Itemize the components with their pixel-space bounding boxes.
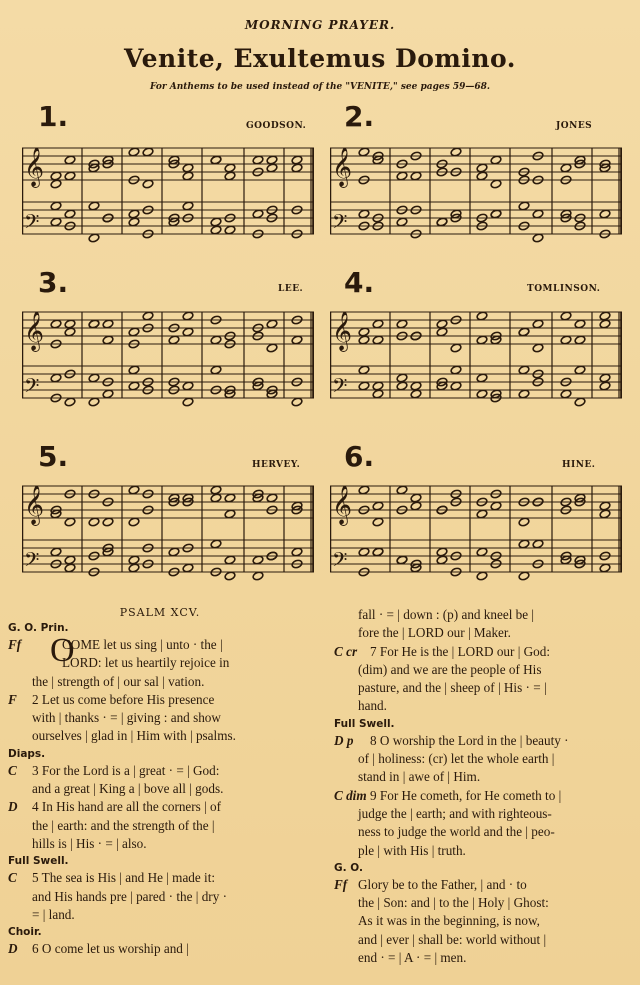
note-head (224, 225, 236, 235)
note-head (358, 327, 370, 337)
note-head (266, 319, 278, 329)
note-head (102, 335, 114, 345)
note-head (518, 389, 530, 399)
note-head (182, 327, 194, 337)
psalm-text-line (334, 750, 626, 768)
note-head (490, 179, 502, 189)
note-head (210, 493, 222, 503)
right-text-column (334, 606, 626, 967)
note-head (102, 517, 114, 527)
note-head (358, 381, 370, 391)
psalm-text-line (8, 888, 300, 906)
note-head (532, 343, 544, 353)
note-head (574, 397, 586, 407)
chant-score-1 (22, 140, 314, 260)
note-head (518, 327, 530, 337)
note-head (102, 319, 114, 329)
note-head (266, 343, 278, 353)
psalm-text-line (334, 643, 626, 661)
psalm-text-line (8, 673, 300, 691)
verse-text: = | land. (32, 906, 75, 922)
drop-cap-o: O (50, 632, 75, 669)
registration-heading: Choir. (8, 926, 42, 939)
note-head (266, 163, 278, 173)
treble-clef-icon: 𝄞 (24, 311, 45, 351)
psalm-text-line (334, 732, 626, 750)
note-head (88, 517, 100, 527)
treble-clef-icon: 𝄞 (332, 147, 353, 187)
verse-text: (dim) and we are the people of His (358, 661, 542, 677)
note-head (358, 335, 370, 345)
psalm-text-line (334, 912, 626, 930)
note-head (224, 171, 236, 181)
psalm-text-line (8, 798, 300, 816)
note-head (210, 539, 222, 549)
verse-text: judge the | earth; and with righteous- (358, 805, 552, 821)
note-head (210, 217, 222, 227)
note-head (291, 155, 303, 165)
verse-text: Glory be to the Father, | and · to (358, 876, 527, 892)
note-head (560, 335, 572, 345)
psalm-text-line (8, 762, 300, 780)
note-head (128, 517, 140, 527)
psalm-text-line (334, 876, 626, 894)
verse-text: fore the | LORD our | Maker. (358, 625, 511, 641)
note-head (88, 373, 100, 383)
dynamic-mark: C (8, 870, 17, 886)
bass-clef-icon: 𝄢 (332, 374, 348, 402)
note-head (210, 365, 222, 375)
note-head (410, 389, 422, 399)
verse-text: hills is | His · = | also. (32, 835, 147, 851)
note-head (168, 547, 180, 557)
note-head (102, 389, 114, 399)
note-head (476, 163, 488, 173)
note-head (224, 555, 236, 565)
verse-text: ple | with His | truth. (358, 842, 466, 858)
dynamic-mark: C (8, 762, 17, 778)
psalm-text-line (334, 679, 626, 697)
note-head (128, 217, 140, 227)
note-head (599, 501, 611, 511)
note-head (358, 485, 370, 495)
note-head (396, 373, 408, 383)
note-head (396, 319, 408, 329)
note-head (224, 571, 236, 581)
verse-text: ourselves | glad in | Him with | psalms. (32, 728, 236, 744)
verse-text: ness to judge the world and the | peo- (358, 824, 555, 840)
note-head (224, 493, 236, 503)
note-head (128, 327, 140, 337)
chant-score-5 (22, 478, 314, 598)
verse-text: 8 O worship the Lord in the | beauty · (370, 732, 569, 748)
chant-composer-6: HINE. (562, 460, 596, 470)
bass-clef-icon: 𝄢 (332, 548, 348, 576)
dynamic-mark: Ff (334, 876, 348, 892)
note-head (518, 201, 530, 211)
chant-score-2 (330, 140, 622, 260)
note-head (450, 365, 462, 375)
note-head (142, 147, 154, 157)
bass-clef-icon: 𝄢 (24, 210, 40, 238)
note-head (476, 373, 488, 383)
note-head (532, 539, 544, 549)
verse-text: 5 The sea is His | and He | made it: (32, 870, 216, 886)
note-head (490, 209, 502, 219)
note-head (476, 171, 488, 181)
note-head (128, 209, 140, 219)
note-head (64, 171, 76, 181)
note-head (64, 327, 76, 337)
verse-text: 4 In His hand are all the corners | of (32, 799, 222, 815)
note-head (574, 319, 586, 329)
note-head (224, 509, 236, 519)
note-head (518, 539, 530, 549)
note-head (599, 509, 611, 519)
note-head (532, 233, 544, 243)
bass-clef-icon: 𝄢 (332, 210, 348, 238)
note-head (50, 217, 62, 227)
verse-text: 7 For He is the | LORD our | God: (370, 643, 551, 659)
verse-text: of | holiness: (cr) let the whole earth | (358, 751, 555, 767)
note-head (476, 311, 488, 321)
page-title: Venite, Exultemus Domino. (124, 44, 516, 73)
note-head (128, 555, 140, 565)
note-head (64, 563, 76, 573)
note-head (476, 509, 488, 519)
note-head (64, 555, 76, 565)
note-head (50, 319, 62, 329)
note-head (291, 335, 303, 345)
note-head (372, 517, 384, 527)
note-head (182, 163, 194, 173)
note-head (128, 147, 140, 157)
psalm-text-line (334, 768, 626, 786)
psalm-text-line (334, 624, 626, 642)
chant-number-1: 1. (38, 100, 69, 133)
psalm-text-line (8, 636, 300, 654)
chant-score-6 (330, 478, 622, 598)
note-head (372, 547, 384, 557)
note-head (396, 171, 408, 181)
note-head (358, 147, 370, 157)
verse-text: with | thanks · = | giving : and show (32, 710, 221, 726)
note-head (128, 485, 140, 495)
note-head (182, 563, 194, 573)
note-head (518, 365, 530, 375)
note-head (252, 209, 264, 219)
note-head (372, 389, 384, 399)
verse-text: the | Son: and | to the | Holy | Ghost: (358, 895, 549, 911)
note-head (436, 319, 448, 329)
psalm-text-line (8, 691, 300, 709)
note-head (88, 397, 100, 407)
registration-heading: Diaps. (8, 747, 46, 760)
psalm-text-line (8, 835, 300, 853)
left-text-column (8, 620, 300, 958)
note-head (88, 233, 100, 243)
note-head (358, 209, 370, 219)
note-head (372, 381, 384, 391)
psalm-text-line (334, 894, 626, 912)
anthem-note: For Anthems to be used instead of the "VENITE," see pages 59—68. (149, 82, 491, 92)
registration-heading: G. O. Prin. (8, 622, 69, 634)
dynamic-mark: D p (334, 732, 354, 748)
note-head (50, 373, 62, 383)
chant-number-2: 2. (344, 100, 375, 133)
note-head (436, 327, 448, 337)
note-head (50, 171, 62, 181)
note-head (88, 319, 100, 329)
note-head (372, 501, 384, 511)
psalm-text-line (334, 949, 626, 967)
note-head (128, 381, 140, 391)
note-head (599, 209, 611, 219)
note-head (50, 547, 62, 557)
note-head (436, 555, 448, 565)
note-head (560, 163, 572, 173)
note-head (64, 209, 76, 219)
psalm-text-line (334, 842, 626, 860)
psalm-text-line (8, 727, 300, 745)
chant-composer-3: LEE. (278, 284, 304, 294)
psalm-text-line (8, 940, 300, 958)
chant-number-3: 3. (38, 266, 69, 299)
note-head (410, 171, 422, 181)
registration-heading: Full Swell. (8, 855, 69, 868)
note-head (490, 155, 502, 165)
note-head (210, 335, 222, 345)
note-head (599, 381, 611, 391)
chant-composer-4: TOMLINSON. (527, 284, 601, 294)
psalm-text-line (334, 697, 626, 715)
note-head (450, 147, 462, 157)
verse-text: the | earth: and the strength of the | (32, 817, 215, 833)
note-head (410, 493, 422, 503)
note-head (128, 365, 140, 375)
note-head (532, 209, 544, 219)
verse-text: pasture, and the | sheep of | His · = | (358, 680, 547, 696)
note-head (266, 155, 278, 165)
treble-clef-icon: 𝄞 (24, 485, 45, 525)
note-head (599, 563, 611, 573)
note-head (396, 381, 408, 391)
dynamic-mark: D (8, 799, 18, 815)
note-head (574, 335, 586, 345)
note-head (436, 547, 448, 557)
dynamic-mark: C dim (334, 787, 367, 803)
chant-number-6: 6. (344, 440, 375, 473)
note-head (50, 201, 62, 211)
note-head (210, 155, 222, 165)
note-head (252, 571, 264, 581)
verse-text: COME let us sing | unto · the | (62, 637, 223, 652)
note-head (88, 201, 100, 211)
note-head (210, 485, 222, 495)
chant-composer-5: HERVEY. (252, 460, 301, 470)
treble-clef-icon: 𝄞 (24, 147, 45, 187)
chant-composer-1: GOODSON. (246, 121, 307, 131)
verse-text: the | strength of | our sal | vation. (32, 673, 205, 689)
verse-text: As it was in the beginning, is now, (358, 913, 540, 929)
bass-clef-icon: 𝄢 (24, 374, 40, 402)
note-head (252, 555, 264, 565)
dynamic-mark: C cr (334, 643, 358, 659)
verse-text: end · = | A · = | men. (358, 950, 467, 966)
registration-heading: Full Swell. (334, 717, 395, 730)
verse-text: 9 For He cometh, for He cometh to | (370, 787, 562, 803)
note-head (410, 381, 422, 391)
note-head (490, 501, 502, 511)
verse-text: LORD: let us heartily rejoice in (62, 655, 230, 671)
note-head (396, 485, 408, 495)
note-head (532, 319, 544, 329)
note-head (358, 547, 370, 557)
psalm-text-line (334, 787, 626, 805)
psalm-text-line (334, 823, 626, 841)
note-head (64, 517, 76, 527)
verse-text: stand in | awe of | Him. (358, 769, 481, 785)
chant-number-5: 5. (38, 440, 69, 473)
note-head (476, 335, 488, 345)
note-head (599, 319, 611, 329)
verse-text: hand. (358, 698, 387, 714)
psalm-text-line (8, 654, 300, 672)
verse-text: 2 Let us come before His presence (32, 691, 215, 707)
note-head (291, 547, 303, 557)
chant-composer-2: JONES (556, 121, 593, 131)
psalm-text-line (334, 606, 626, 624)
note-head (252, 155, 264, 165)
verse-text: fall · = | down : (p) and kneel be | (358, 607, 535, 622)
note-head (476, 547, 488, 557)
psalm-text-line (8, 906, 300, 924)
verse-text: 3 For the Lord is a | great · = | God: (32, 762, 220, 778)
note-head (396, 555, 408, 565)
note-head (450, 381, 462, 391)
note-head (599, 373, 611, 383)
note-head (599, 311, 611, 321)
note-head (372, 319, 384, 329)
chant-number-4: 4. (344, 266, 375, 299)
treble-clef-icon: 𝄞 (332, 311, 353, 351)
note-head (518, 571, 530, 581)
note-head (560, 311, 572, 321)
verse-text: and His hands pre | pared · the | dry · (32, 888, 227, 904)
note-head (182, 397, 194, 407)
note-head (476, 389, 488, 399)
verse-text: 6 O come let us worship and | (32, 941, 189, 957)
psalm-text-line (334, 661, 626, 679)
note-head (358, 365, 370, 375)
registration-heading: G. O. (334, 861, 363, 874)
note-head (128, 563, 140, 573)
chant-score-3 (22, 304, 314, 424)
note-head (450, 343, 462, 353)
psalm-text-line (8, 869, 300, 887)
note-head (182, 171, 194, 181)
running-head: MORNING PRAYER. (244, 18, 396, 32)
verse-text: and | ever | shall be: world without | (358, 931, 547, 947)
note-head (291, 163, 303, 173)
note-head (64, 397, 76, 407)
psalm-text-line (8, 817, 300, 835)
dynamic-mark: D (8, 941, 18, 957)
psalm-text-line (334, 805, 626, 823)
note-head (210, 225, 222, 235)
treble-clef-icon: 𝄞 (332, 485, 353, 525)
note-head (372, 335, 384, 345)
chant-score-4 (330, 304, 622, 424)
psalm-text-line (8, 780, 300, 798)
note-head (291, 397, 303, 407)
note-head (266, 493, 278, 503)
note-head (64, 319, 76, 329)
note-head (436, 217, 448, 227)
note-head (142, 311, 154, 321)
note-head (168, 335, 180, 345)
bass-clef-icon: 𝄢 (24, 548, 40, 576)
note-head (142, 179, 154, 189)
note-head (182, 311, 194, 321)
psalm-text-line (8, 709, 300, 727)
verse-text: and a great | King a | bove all | gods. (32, 781, 224, 797)
dynamic-mark: F (8, 691, 17, 707)
note-head (64, 155, 76, 165)
note-head (50, 179, 62, 189)
psalm-text-line (334, 931, 626, 949)
note-head (224, 163, 236, 173)
note-head (518, 517, 530, 527)
dynamic-mark: Ff (8, 637, 22, 652)
note-head (396, 217, 408, 227)
psalm-heading: PSALM XCV. (119, 606, 201, 619)
note-head (560, 389, 572, 399)
note-head (476, 571, 488, 581)
note-head (182, 201, 194, 211)
note-head (182, 381, 194, 391)
note-head (410, 501, 422, 511)
note-head (574, 365, 586, 375)
